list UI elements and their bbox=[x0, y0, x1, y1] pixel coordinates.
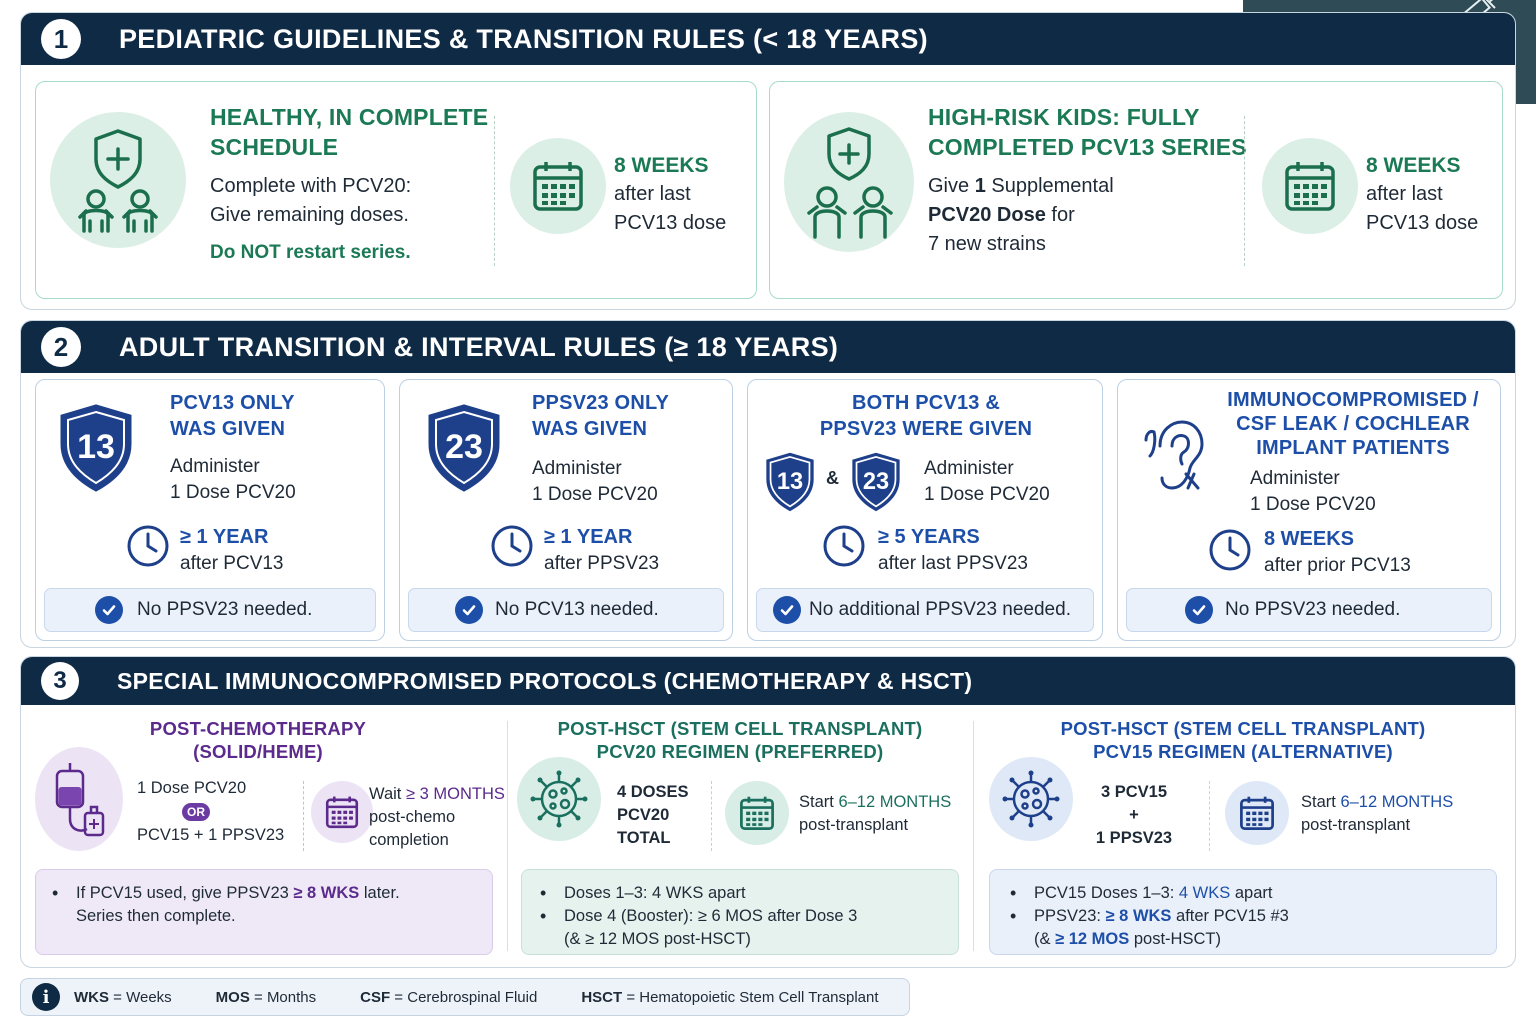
hsct-pcv20-note bbox=[521, 869, 959, 955]
card-2-interval bbox=[1366, 152, 1478, 238]
legend-value-mos: = Months bbox=[249, 988, 317, 1006]
card-high-risk-kids bbox=[769, 81, 1503, 299]
card-d-title bbox=[1208, 388, 1498, 460]
check-icon bbox=[1185, 596, 1213, 624]
card-2-title-line2: COMPLETED PCV13 SERIES bbox=[928, 134, 1247, 160]
chemo-title-line2: (SOLID/HEME) bbox=[193, 741, 323, 762]
info-icon: i bbox=[32, 983, 60, 1011]
chemo-dose-b: PCV15 + 1 PPSV23 bbox=[137, 826, 285, 844]
card-b-body bbox=[532, 456, 658, 508]
card-1-body-line1: Complete with PCV20: bbox=[210, 175, 412, 197]
hsct-pcv20-note2: • Dose 4 (Booster): ≥ 6 MOS after Dose 3 bbox=[564, 905, 940, 928]
hsct-pcv20-doses bbox=[617, 781, 689, 850]
card-d-title-line1: IMMUNOCOMPROMISED / bbox=[1227, 389, 1479, 411]
card-c-body-line1: Administer bbox=[924, 458, 1014, 479]
card-2-body-for: for bbox=[1045, 204, 1075, 226]
card-d-interval-sub: after prior PCV13 bbox=[1264, 555, 1411, 576]
card-d-footer bbox=[1126, 588, 1492, 632]
clock-icon bbox=[126, 524, 170, 568]
section-2-number: 2 bbox=[41, 327, 81, 367]
ear-implant-icon bbox=[1142, 416, 1206, 496]
card-2-body-pcv20: PCV20 Dose bbox=[928, 204, 1046, 226]
card-2-body-line1 bbox=[928, 172, 1247, 201]
virus-icon bbox=[517, 757, 601, 841]
hsct-pcv20-divider bbox=[711, 781, 712, 851]
abbreviation-legend bbox=[20, 978, 910, 1016]
chemo-note-later: later. bbox=[359, 884, 400, 902]
hsct-pcv20-start-value: 6–12 MONTHS bbox=[838, 793, 952, 811]
card-2-text bbox=[928, 102, 1247, 259]
hsct-pcv15-note3-a: (& bbox=[1034, 930, 1056, 948]
clock-icon bbox=[490, 524, 534, 568]
chemo-wait-line2: post-chemo bbox=[369, 808, 456, 826]
card-2-body-supp: Supplemental bbox=[985, 175, 1114, 197]
check-icon bbox=[455, 596, 483, 624]
card-b-title bbox=[532, 390, 669, 442]
hsct-pcv15-note1-c: apart bbox=[1230, 884, 1273, 902]
card-d-title-line3: IMPLANT PATIENTS bbox=[1256, 437, 1450, 459]
section-3-number: 3 bbox=[41, 662, 79, 700]
legend-key-mos: MOS bbox=[215, 988, 250, 1006]
chemo-note-line1 bbox=[76, 882, 474, 905]
card-d-body-line1: Administer bbox=[1250, 468, 1340, 489]
card-c-title bbox=[748, 390, 1104, 442]
card-1-title-line2: SCHEDULE bbox=[210, 134, 339, 160]
card-2-body-line2 bbox=[928, 201, 1247, 230]
card-c-interval-value: ≥ 5 YEARS bbox=[878, 526, 980, 548]
clock-icon bbox=[822, 524, 866, 568]
hsct-pcv15-note1-a: PCV15 Doses 1–3: bbox=[1034, 884, 1179, 902]
card-both-given bbox=[747, 379, 1103, 641]
section-pediatric bbox=[20, 12, 1516, 310]
hsct-pcv20-start-line2: post-transplant bbox=[799, 816, 909, 834]
hsct-pcv15-start-line2: post-transplant bbox=[1301, 816, 1411, 834]
shield-23-icon bbox=[424, 402, 504, 494]
card-a-interval-sub: after PCV13 bbox=[180, 553, 284, 574]
card-1-interval-sub1: after last bbox=[614, 183, 691, 205]
section-2-header bbox=[21, 321, 1515, 373]
section-special-protocols bbox=[20, 656, 1516, 968]
hsct-pcv15-dose-line2: 1 PPSV23 bbox=[1095, 829, 1173, 847]
hsct-pcv15-note2-b: ≥ 8 WKS bbox=[1105, 907, 1172, 925]
hsct-pcv15-note2 bbox=[1034, 905, 1478, 928]
card-2-body-one: 1 bbox=[974, 175, 986, 197]
card-b-body-line2: 1 Dose PCV20 bbox=[532, 484, 658, 505]
hsct-pcv15-start-word: Start bbox=[1301, 793, 1341, 811]
clock-icon bbox=[1208, 528, 1252, 572]
legend-item-mos bbox=[216, 989, 316, 1006]
card-a-interval bbox=[180, 526, 284, 575]
card-c-ampersand: & bbox=[826, 468, 839, 488]
shield-plus-icon bbox=[68, 125, 168, 235]
col-divider-1 bbox=[507, 721, 508, 951]
check-icon bbox=[773, 596, 801, 624]
card-c-title-line2: PPSV23 WERE GIVEN bbox=[819, 418, 1033, 440]
legend-value-hsct: = Hematopoietic Stem Cell Transplant bbox=[622, 988, 879, 1006]
card-b-interval bbox=[544, 526, 659, 575]
chemo-wait-word: Wait bbox=[369, 785, 406, 803]
card-a-body bbox=[170, 454, 296, 506]
card-1-body-line2: Give remaining doses. bbox=[210, 204, 409, 226]
hsct-pcv20-start-line1 bbox=[799, 791, 951, 814]
shield-23-label: 23 bbox=[862, 468, 890, 495]
card-1-text bbox=[210, 102, 488, 264]
hsct-pcv20-note1: • Doses 1–3: 4 WKS apart bbox=[564, 882, 940, 905]
legend-value-csf: = Cerebrospinal Fluid bbox=[390, 988, 538, 1006]
card-a-title-line1: PCV13 ONLY bbox=[170, 392, 295, 414]
chemo-divider bbox=[303, 781, 304, 851]
legend-key-wks: WKS bbox=[74, 988, 109, 1006]
hsct-pcv15-start-line1 bbox=[1301, 791, 1453, 814]
shield-plus-icon bbox=[799, 123, 899, 241]
shield-23-label: 23 bbox=[445, 428, 483, 466]
card-2-title-line1: HIGH-RISK KIDS: FULLY bbox=[928, 104, 1200, 130]
chemo-wait-line1 bbox=[369, 783, 505, 806]
hsct-pcv15-note3-c: post-HSCT) bbox=[1129, 930, 1221, 948]
card-ppsv23-only bbox=[399, 379, 733, 641]
card-b-body-line1: Administer bbox=[532, 458, 622, 479]
section-2-title: ADULT TRANSITION & INTERVAL RULES (≥ 18 YEARS) bbox=[119, 331, 839, 362]
card-d-body bbox=[1250, 466, 1376, 518]
card-c-body bbox=[924, 456, 1050, 508]
chemo-note-line2: Series then complete. bbox=[76, 907, 236, 925]
card-d-interval bbox=[1264, 528, 1411, 577]
card-2-divider bbox=[1244, 116, 1245, 266]
chemo-dose-a: 1 Dose PCV20 bbox=[137, 779, 247, 797]
hsct-pcv15-note3-b: ≥ 12 MOS bbox=[1055, 930, 1130, 948]
card-1-emphasis: Do NOT restart series. bbox=[210, 242, 411, 263]
calendar-icon bbox=[311, 781, 373, 843]
card-b-footer bbox=[408, 588, 724, 632]
card-b-title-line2: WAS GIVEN bbox=[532, 418, 648, 440]
hsct-pcv15-note2-a: PPSV23: bbox=[1034, 907, 1106, 925]
card-2-interval-value: 8 WEEKS bbox=[1366, 154, 1461, 177]
hsct-pcv15-note3 bbox=[1034, 928, 1478, 951]
card-1-title-line1: HEALTHY, IN COMPLETE bbox=[210, 104, 489, 130]
chemo-wait-value: ≥ 3 MONTHS bbox=[405, 785, 505, 803]
card-d-interval-value: 8 WEEKS bbox=[1264, 528, 1355, 550]
shield-13-icon bbox=[762, 450, 818, 514]
shield-23-icon bbox=[848, 450, 904, 514]
legend-key-hsct: HSCT bbox=[581, 988, 623, 1006]
card-healthy-complete bbox=[35, 81, 757, 299]
hsct-pcv20-title bbox=[517, 717, 963, 763]
shield-13-icon bbox=[56, 402, 136, 494]
card-a-body-line1: Administer bbox=[170, 456, 260, 477]
card-1-interval-sub2: PCV13 dose bbox=[614, 212, 727, 234]
hsct-pcv15-title-line2: PCV15 REGIMEN (ALTERNATIVE) bbox=[1093, 741, 1393, 762]
card-a-body-line2: 1 Dose PCV20 bbox=[170, 482, 296, 503]
section-1-header bbox=[21, 13, 1515, 65]
legend-item-csf bbox=[360, 989, 537, 1006]
card-1-interval bbox=[614, 152, 726, 238]
hsct-pcv15-start bbox=[1301, 791, 1453, 837]
calendar-icon bbox=[1262, 138, 1358, 234]
hsct-pcv20-start-word: Start bbox=[799, 793, 839, 811]
card-b-interval-sub: after PPSV23 bbox=[544, 553, 660, 574]
card-d-title-line2: CSF LEAK / COCHLEAR bbox=[1236, 413, 1470, 435]
hsct-pcv15-dose-plus: + bbox=[1129, 806, 1139, 824]
card-c-footer bbox=[756, 588, 1094, 632]
card-immunocompromised bbox=[1117, 379, 1501, 641]
hsct-pcv20-dose-line1: 4 DOSES bbox=[617, 783, 689, 801]
section-3-header bbox=[21, 657, 1515, 705]
hsct-pcv20-dose-line2: PCV20 bbox=[617, 806, 670, 824]
iv-bag-icon bbox=[35, 747, 123, 851]
chemo-note-value: ≥ 8 WKS bbox=[293, 884, 360, 902]
card-2-interval-sub1: after last bbox=[1366, 183, 1443, 205]
card-b-interval-value: ≥ 1 YEAR bbox=[544, 526, 633, 548]
hsct-pcv15-dose-line1: 3 PCV15 bbox=[1100, 783, 1168, 801]
card-a-title-line2: WAS GIVEN bbox=[170, 418, 286, 440]
calendar-icon bbox=[510, 138, 606, 234]
hsct-pcv15-note2-c: after PCV15 #3 bbox=[1171, 907, 1289, 925]
card-1-interval-value: 8 WEEKS bbox=[614, 154, 709, 177]
chemo-title-line1: POST-CHEMOTHERAPY bbox=[149, 718, 367, 739]
card-2-body-give: Give bbox=[928, 175, 975, 197]
card-d-body-line2: 1 Dose PCV20 bbox=[1250, 494, 1376, 515]
section-1-title: PEDIATRIC GUIDELINES & TRANSITION RULES (< 18 YEARS) bbox=[119, 23, 928, 54]
hsct-pcv15-divider bbox=[1209, 781, 1210, 851]
hsct-pcv15-note bbox=[989, 869, 1497, 955]
chemo-note bbox=[35, 869, 493, 955]
hsct-pcv20-title-line2: PCV20 REGIMEN (PREFERRED) bbox=[596, 741, 884, 762]
hsct-pcv20-dose-line3: TOTAL bbox=[617, 829, 671, 847]
chemo-wait-line3: completion bbox=[369, 831, 449, 849]
col-divider-2 bbox=[973, 721, 974, 951]
chemo-note-text: If PCV15 used, give PPSV23 bbox=[76, 884, 294, 902]
card-c-title-line1: BOTH PCV13 & bbox=[852, 392, 1000, 414]
shield-kids-icon bbox=[784, 112, 914, 252]
card-1-divider bbox=[494, 116, 495, 266]
card-c-body-line2: 1 Dose PCV20 bbox=[924, 484, 1050, 505]
hsct-pcv15-note1 bbox=[1034, 882, 1478, 905]
hsct-pcv15-title bbox=[983, 717, 1503, 763]
card-c-interval bbox=[878, 526, 1028, 575]
hsct-pcv20-note3: (& ≥ 12 MOS post-HSCT) bbox=[564, 930, 751, 948]
hsct-pcv15-title-line1: POST-HSCT (STEM CELL TRANSPLANT) bbox=[1060, 718, 1426, 739]
hsct-pcv20-title-line1: POST-HSCT (STEM CELL TRANSPLANT) bbox=[557, 718, 923, 739]
section-adult bbox=[20, 320, 1516, 648]
card-a-footer-text: No PPSV23 needed. bbox=[137, 599, 313, 620]
card-c-footer-text: No additional PPSV23 needed. bbox=[809, 599, 1071, 620]
card-2-body-line3: 7 new strains bbox=[928, 233, 1046, 255]
card-a-footer bbox=[44, 588, 376, 632]
card-pcv13-only bbox=[35, 379, 385, 641]
card-a-title bbox=[170, 390, 295, 442]
hsct-pcv15-note1-b: 4 WKS bbox=[1178, 884, 1231, 902]
chemo-doses bbox=[137, 777, 297, 847]
chemo-or-badge: OR bbox=[182, 803, 210, 821]
card-2-interval-sub2: PCV13 dose bbox=[1366, 212, 1479, 234]
card-a-interval-value: ≥ 1 YEAR bbox=[180, 526, 269, 548]
shield-children-icon bbox=[50, 112, 186, 248]
shield-13-label: 13 bbox=[77, 428, 115, 466]
card-c-interval-sub: after last PPSV23 bbox=[878, 553, 1028, 574]
calendar-icon bbox=[1225, 781, 1289, 845]
legend-key-csf: CSF bbox=[360, 988, 391, 1006]
legend-item-wks bbox=[74, 989, 172, 1006]
section-3-title: SPECIAL IMMUNOCOMPROMISED PROTOCOLS (CHEMOTHERAPY & HSCT) bbox=[117, 667, 973, 694]
legend-value-wks: = Weeks bbox=[109, 988, 172, 1006]
section-1-number: 1 bbox=[41, 19, 81, 59]
check-icon bbox=[95, 596, 123, 624]
legend-item-hsct bbox=[581, 989, 878, 1006]
calendar-icon bbox=[725, 781, 789, 845]
hsct-pcv20-start bbox=[799, 791, 951, 837]
card-d-footer-text: No PPSV23 needed. bbox=[1225, 599, 1401, 620]
card-b-title-line1: PPSV23 ONLY bbox=[532, 392, 670, 414]
virus-icon bbox=[989, 757, 1073, 841]
hsct-pcv15-start-value: 6–12 MONTHS bbox=[1340, 793, 1454, 811]
shield-13-label: 13 bbox=[776, 468, 804, 495]
card-b-footer-text: No PCV13 needed. bbox=[495, 599, 659, 620]
hsct-pcv15-doses bbox=[1089, 781, 1179, 850]
chemo-wait bbox=[369, 783, 505, 852]
